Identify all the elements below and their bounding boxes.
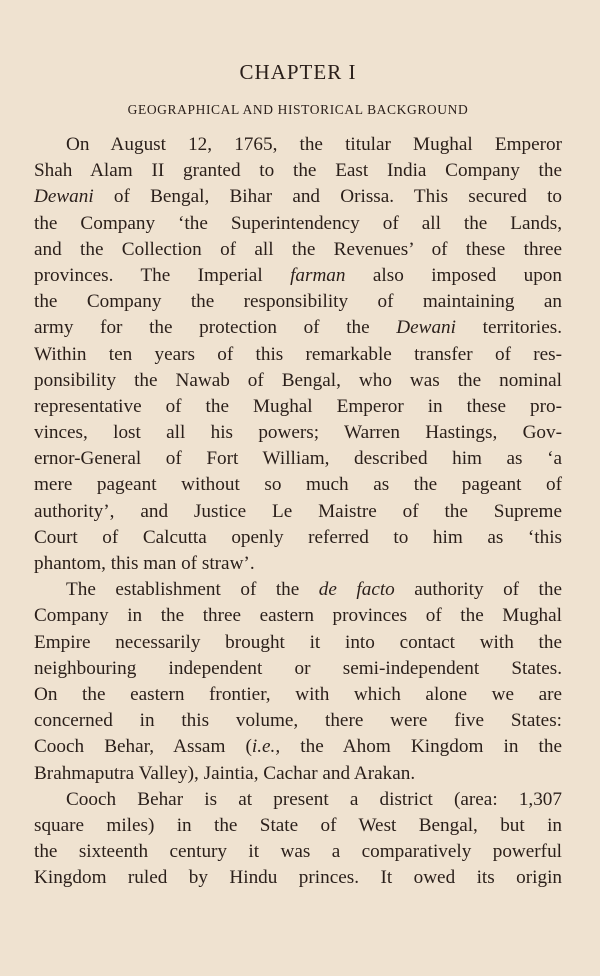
text-run: also imposed upon: [345, 264, 562, 286]
text-run: Empire necessarily brought it into contact with the: [34, 631, 562, 653]
text-run: Cooch Behar is at present a district (area: 1,307: [66, 788, 562, 810]
text-line: [34, 708, 562, 734]
text-run: concerned in this volume, there were five States:: [34, 710, 562, 732]
text-run: territories.: [455, 317, 563, 339]
italic-term: Dewani: [396, 317, 456, 339]
text-line: [34, 132, 562, 158]
text-run: ernor-General of Fort William, described him as ‘a: [34, 448, 562, 470]
text-line: [34, 342, 562, 368]
text-run: mere pageant without so much as the pageant of: [34, 474, 562, 496]
text-line: [34, 184, 562, 210]
text-run: authority’, and Justice Le Maistre of the Supreme: [34, 500, 562, 522]
text-run: On August 12, 1765, the titular Mughal Emperor: [66, 134, 562, 155]
text-line: [34, 420, 562, 446]
text-line: [34, 603, 562, 629]
text-line: [34, 761, 562, 787]
text-line: [34, 682, 562, 708]
text-run: the Ahom Kingdom in the: [280, 736, 562, 758]
text-line: [34, 446, 562, 472]
text-line: [34, 368, 562, 394]
text-line: [34, 289, 562, 315]
text-line: [34, 211, 562, 237]
italic-term: de facto: [318, 579, 395, 601]
text-run: of Bengal, Bihar and Orissa. This secured to: [93, 186, 562, 208]
text-run: representative of the Mughal Emperor in these pro-: [34, 395, 562, 417]
text-run: Within ten years of this remarkable transfer of res-: [34, 343, 562, 365]
text-line: [34, 472, 562, 498]
paragraph-3: [34, 787, 562, 892]
text-run: Cooch Behar, Assam (: [34, 736, 252, 758]
italic-term: farman: [290, 264, 346, 286]
text-line: [34, 577, 562, 603]
text-run: vinces, lost all his powers; Warren Hastings, Gov-: [34, 422, 562, 444]
chapter-subtitle: GEOGRAPHICAL AND HISTORICAL BACKGROUND: [127, 102, 469, 117]
paragraph-1: [34, 132, 562, 577]
paragraph-2: [34, 577, 562, 787]
text-run: Brahmaputra Valley), Jaintia, Cachar and Arakan.: [34, 762, 416, 784]
text-line: [34, 525, 562, 551]
text-run: Kingdom ruled by Hindu princes. It owed its origin: [34, 867, 562, 889]
text-run: Company in the three eastern provinces of the Mughal: [34, 605, 562, 627]
text-line: [34, 787, 562, 813]
text-line: [34, 630, 562, 656]
italic-term: i.e.,: [251, 736, 281, 758]
text-line: [34, 813, 562, 839]
text-line: [34, 315, 562, 341]
text-run: army for the protection of the: [34, 317, 397, 339]
text-line: [34, 394, 562, 420]
text-run: provinces. The Imperial: [34, 264, 291, 286]
text-run: the Company the responsibility of maintaining an: [34, 291, 562, 313]
text-run: authority of the: [394, 579, 562, 601]
text-run: phantom, this man of straw’.: [34, 553, 255, 574]
text-line: [34, 499, 562, 525]
text-run: and the Collection of all the Revenues’ of these three: [34, 238, 562, 260]
text-line: [34, 656, 562, 682]
text-run: Shah Alam II granted to the East India Company the: [34, 160, 562, 182]
text-line: [34, 734, 562, 760]
text-run: the sixteenth century it was a comparatively powerful: [34, 841, 562, 863]
text-run: On the eastern frontier, with which alone we are: [34, 683, 562, 705]
text-line: [34, 237, 562, 263]
text-run: neighbouring independent or semi-independent States.: [34, 657, 562, 679]
chapter-heading: CHAPTER I: [239, 60, 357, 84]
text-run: square miles) in the State of West Bengal, but in: [34, 814, 562, 836]
italic-term: Dewani: [34, 186, 94, 208]
text-run: the Company ‘the Superintendency of all the Lands,: [34, 212, 562, 234]
text-run: The establishment of the: [66, 579, 319, 601]
text-run: ponsibility the Nawab of Bengal, who was the nominal: [34, 369, 562, 391]
text-line: [34, 865, 562, 891]
text-run: Court of Calcutta openly referred to him as ‘this: [34, 526, 562, 548]
text-line: [34, 263, 562, 289]
text-line: [34, 551, 562, 577]
text-line: [34, 839, 562, 865]
text-line: [34, 158, 562, 184]
